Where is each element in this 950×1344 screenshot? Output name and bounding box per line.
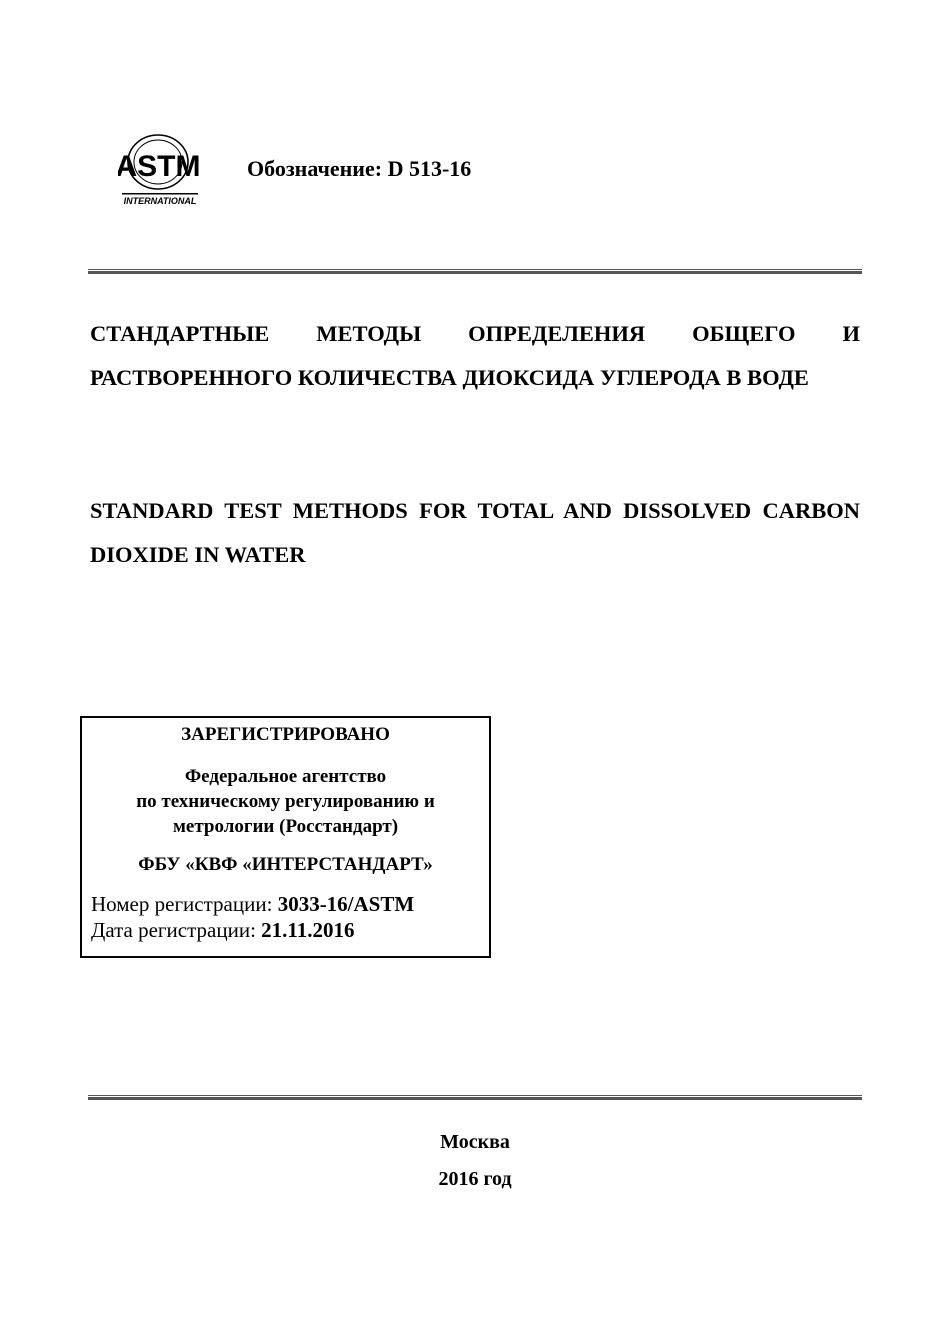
title-russian: СТАНДАРТНЫЕ МЕТОДЫ ОПРЕДЕЛЕНИЯ ОБЩЕГО И РАСТВОРЕННОГО КОЛИЧЕСТВА ДИОКСИДА УГЛЕРОДА В ВОДЕ — [90, 321, 860, 390]
registration-date-row — [91, 918, 355, 943]
agency-line-3: метрологии (Росстандарт) — [172, 816, 399, 837]
registration-date-label: Дата регистрации: — [91, 918, 256, 942]
agency-line-1: Федеральное агентство — [184, 766, 387, 787]
logo-text: INTERNATIONAL — [123, 196, 197, 206]
registration-header: ЗАРЕГИСТРИРОВАНО — [181, 724, 390, 745]
registration-number-row — [91, 892, 414, 917]
registration-number-label: Номер регистрации: — [91, 892, 273, 916]
registration-box — [80, 716, 491, 958]
bottom-divider — [88, 1095, 862, 1101]
registration-number-value: 3033-16/ASTM — [277, 892, 415, 916]
year: 2016 год — [438, 1168, 512, 1190]
registration-agency — [82, 764, 489, 839]
city: Москва — [440, 1131, 510, 1153]
title-english: STANDARD TEST METHODS FOR TOTAL AND DISSOLVED CARBON DIOXIDE IN WATER — [90, 498, 860, 567]
logo-letters: ASTM — [118, 150, 201, 183]
designation: Обозначение: D 513-16 — [247, 156, 472, 181]
registration-date-value: 21.11.2016 — [261, 918, 355, 942]
agency-line-2: по техническому регулированию и — [136, 791, 435, 812]
top-divider — [88, 269, 862, 275]
astm-logo — [118, 132, 202, 208]
registration-org: ФБУ «КВФ «ИНТЕРСТАНДАРТ» — [138, 854, 433, 875]
